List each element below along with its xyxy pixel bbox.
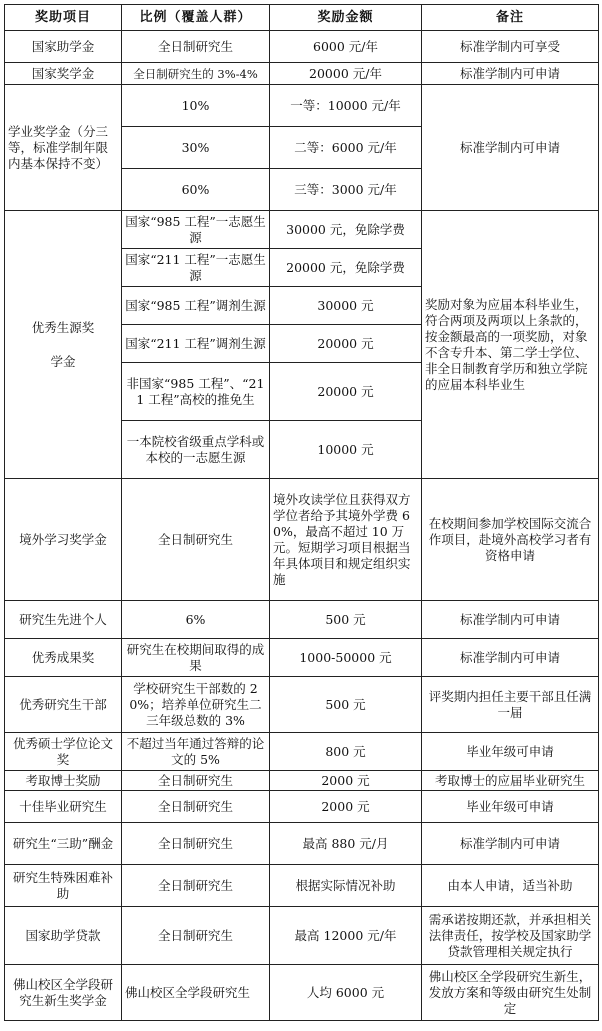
note-cell: 标准学制内可申请	[422, 823, 599, 865]
ratio-cell: 全日制研究生的 3%-4%	[122, 63, 270, 85]
ratio-cell: 30%	[122, 127, 270, 169]
note-cell: 评奖期内担任主要干部且任满一届	[422, 677, 599, 733]
award-table	[4, 4, 599, 1021]
item-cell: 优秀成果奖	[5, 639, 122, 677]
amount-cell: 境外攻读学位且获得双方学位者给予其境外学费 60%，最高不超过 10 万元。短期学习项目根据当年具体项目和规定组织实施	[270, 479, 422, 601]
note-cell: 毕业年级可申请	[422, 791, 599, 823]
item-cell: 优秀硕士学位论文奖	[5, 733, 122, 771]
amount-cell: 10000 元	[270, 421, 422, 479]
amount-cell: 一等：10000 元/年	[270, 85, 422, 127]
table-row	[5, 733, 599, 771]
table-row	[5, 601, 599, 639]
item-cell: 国家助学贷款	[5, 907, 122, 965]
item-cell-line1: 优秀生源奖	[31, 319, 95, 335]
note-cell: 由本人申请，适当补助	[422, 865, 599, 907]
item-cell: 国家助学金	[5, 31, 122, 63]
item-cell: 境外学习奖学金	[5, 479, 122, 601]
amount-cell: 20000 元	[270, 363, 422, 421]
table-row	[5, 791, 599, 823]
ratio-cell: 一本院校省级重点学科或本校的一志愿生源	[122, 421, 270, 479]
item-cell: 研究生“三助”酬金	[5, 823, 122, 865]
table-row	[5, 823, 599, 865]
amount-cell: 最高 880 元/月	[270, 823, 422, 865]
header-row	[5, 5, 599, 31]
ratio-cell: 研究生在校期间取得的成果	[122, 639, 270, 677]
item-cell: 十佳毕业研究生	[5, 791, 122, 823]
ratio-cell: 国家“211 工程”一志愿生源	[122, 249, 270, 287]
ratio-cell: 全日制研究生	[122, 907, 270, 965]
header-note: 备注	[422, 5, 599, 31]
amount-cell: 人均 6000 元	[270, 965, 422, 1021]
header-item: 奖助项目	[5, 5, 122, 31]
note-cell: 考取博士的应届毕业研究生	[422, 771, 599, 791]
item-cell: 优秀研究生干部	[5, 677, 122, 733]
amount-cell: 20000 元	[270, 325, 422, 363]
amount-cell: 800 元	[270, 733, 422, 771]
table-row	[5, 771, 599, 791]
note-cell: 需承诺按期还款，并承担相关法律责任，按学校及国家助学贷款管理相关规定执行	[422, 907, 599, 965]
note-cell: 标准学制内可申请	[422, 85, 599, 211]
note-cell: 奖励对象为应届本科毕业生，符合两项及两项以上条款的，按金额最高的一项奖励，对象不含专升本、第二学士学位、非全日制教育学历和独立学院的应届本科毕业生	[422, 211, 599, 479]
amount-cell: 2000 元	[270, 791, 422, 823]
item-cell: 学业奖学金（分三等，标准学制年限内基本保持不变）	[5, 85, 122, 211]
amount-cell: 20000 元，免除学费	[270, 249, 422, 287]
table-row	[5, 211, 599, 249]
note-cell: 毕业年级可申请	[422, 733, 599, 771]
table-row	[5, 31, 599, 63]
item-cell: 国家奖学金	[5, 63, 122, 85]
note-cell: 佛山校区全学段研究生新生，发放方案和等级由研究生处制定	[422, 965, 599, 1021]
amount-cell: 500 元	[270, 677, 422, 733]
item-cell-line2: 学金	[50, 353, 76, 369]
ratio-cell: 佛山校区全学段研究生	[122, 965, 270, 1021]
amount-cell: 20000 元/年	[270, 63, 422, 85]
note-cell: 标准学制内可享受	[422, 31, 599, 63]
amount-cell: 1000-50000 元	[270, 639, 422, 677]
table-row	[5, 479, 599, 601]
amount-cell: 30000 元	[270, 287, 422, 325]
note-cell: 标准学制内可申请	[422, 63, 599, 85]
table-row	[5, 63, 599, 85]
ratio-cell: 全日制研究生	[122, 479, 270, 601]
ratio-cell: 不超过当年通过答辩的论文的 5%	[122, 733, 270, 771]
table-row	[5, 677, 599, 733]
item-cell: 研究生先进个人	[5, 601, 122, 639]
ratio-cell: 6%	[122, 601, 270, 639]
ratio-cell: 国家“211 工程”调剂生源	[122, 325, 270, 363]
ratio-cell: 全日制研究生	[122, 791, 270, 823]
note-cell: 标准学制内可申请	[422, 601, 599, 639]
table-row	[5, 639, 599, 677]
amount-cell: 30000 元，免除学费	[270, 211, 422, 249]
header-amount: 奖励金额	[270, 5, 422, 31]
ratio-cell: 全日制研究生	[122, 865, 270, 907]
ratio-cell: 国家“985 工程”一志愿生源	[122, 211, 270, 249]
amount-cell: 三等：3000 元/年	[270, 169, 422, 211]
item-cell	[5, 211, 122, 479]
note-cell: 标准学制内可申请	[422, 639, 599, 677]
ratio-cell: 60%	[122, 169, 270, 211]
header-ratio: 比例（覆盖人群）	[122, 5, 270, 31]
item-cell: 佛山校区全学段研究生新生奖学金	[5, 965, 122, 1021]
ratio-cell: 全日制研究生	[122, 771, 270, 791]
amount-cell: 500 元	[270, 601, 422, 639]
table-row	[5, 907, 599, 965]
table-row	[5, 865, 599, 907]
amount-cell: 2000 元	[270, 771, 422, 791]
item-cell: 考取博士奖励	[5, 771, 122, 791]
item-cell: 研究生特殊困难补助	[5, 865, 122, 907]
ratio-cell: 非国家“985 工程”、“211 工程”高校的推免生	[122, 363, 270, 421]
amount-cell: 二等：6000 元/年	[270, 127, 422, 169]
ratio-cell: 学校研究生干部数的 20%；培养单位研究生二三年级总数的 3%	[122, 677, 270, 733]
ratio-cell: 国家“985 工程”调剂生源	[122, 287, 270, 325]
note-cell: 在校期间参加学校国际交流合作项目，赴境外高校学习者有资格申请	[422, 479, 599, 601]
amount-cell: 最高 12000 元/年	[270, 907, 422, 965]
table-row	[5, 965, 599, 1021]
amount-cell: 6000 元/年	[270, 31, 422, 63]
amount-cell: 根据实际情况补助	[270, 865, 422, 907]
ratio-cell: 全日制研究生	[122, 31, 270, 63]
table-row	[5, 85, 599, 127]
ratio-cell: 10%	[122, 85, 270, 127]
ratio-cell: 全日制研究生	[122, 823, 270, 865]
